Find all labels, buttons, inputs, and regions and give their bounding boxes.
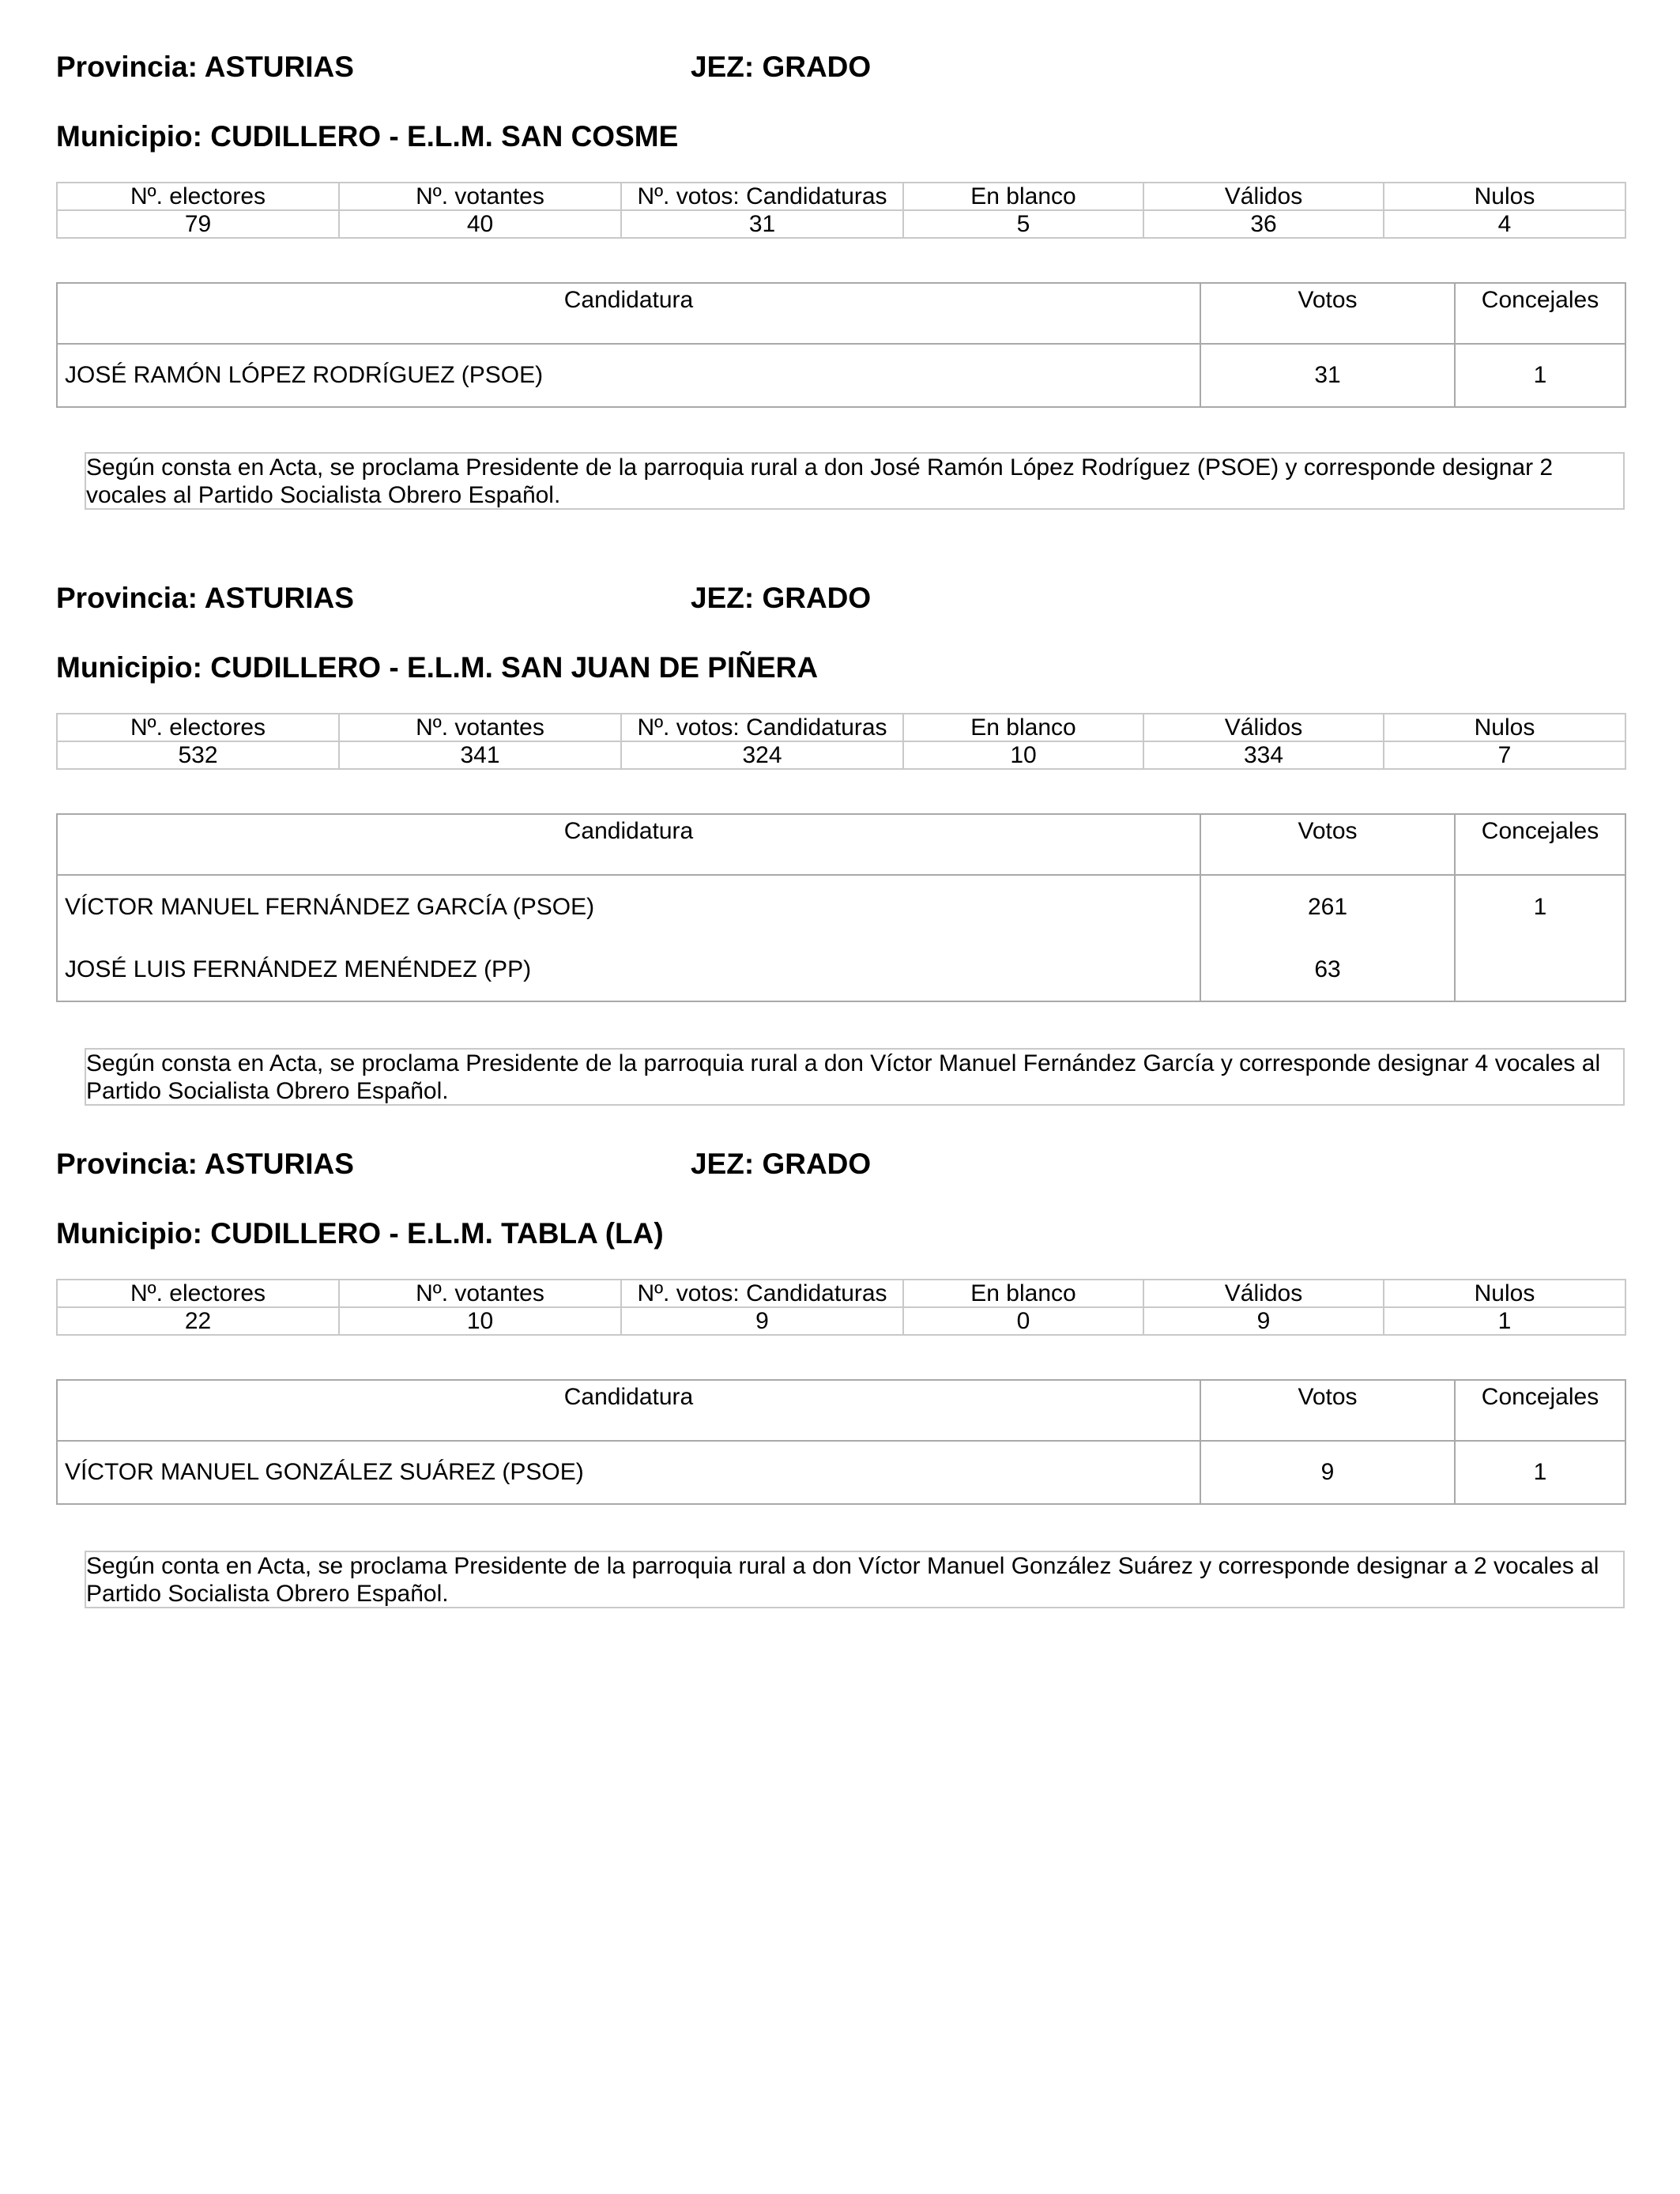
header-concejales: Concejales [1455,1380,1625,1441]
jez-label: JEZ: GRADO [691,1148,872,1180]
candidates-table [56,1379,1626,1505]
header-validos: Válidos [1143,1280,1384,1307]
header-line [56,1148,1625,1187]
proclamation-note: Según conta en Acta, se proclama Presidente de la parroquia rural a don Víctor Manuel González Suárez y corresponde designar a 2 vocales al Partido Socialista Obrero Español. [85,1551,1625,1608]
value-nulos: 4 [1384,210,1625,238]
value-validos: 9 [1143,1307,1384,1335]
header-votos-candidaturas: Nº. votos: Candidaturas [621,183,903,210]
table-row [57,938,1625,1001]
candidate-name: JOSÉ RAMÓN LÓPEZ RODRÍGUEZ (PSOE) [57,344,1200,407]
municipio-title: Municipio: CUDILLERO - E.L.M. SAN COSME [56,120,679,153]
candidate-concejales: 1 [1455,875,1625,938]
header-votos: Votos [1200,1380,1455,1441]
value-votantes: 341 [339,741,621,769]
header-votos-candidaturas: Nº. votos: Candidaturas [621,714,903,741]
header-en-blanco: En blanco [903,714,1143,741]
header-candidatura: Candidatura [57,1380,1200,1441]
header-electores: Nº. electores [57,183,339,210]
header-en-blanco: En blanco [903,1280,1143,1307]
header-concejales: Concejales [1455,814,1625,875]
jez-label: JEZ: GRADO [691,582,872,614]
candidates-table [56,813,1626,1002]
header-line [56,582,1625,621]
header-electores: Nº. electores [57,714,339,741]
candidates-header-row [57,814,1625,875]
value-electores: 79 [57,210,339,238]
value-votos-candidaturas: 9 [621,1307,903,1335]
table-row [57,875,1625,938]
stats-value-row [57,741,1625,769]
provincia-label: Provincia: ASTURIAS [56,1148,354,1180]
header-candidatura: Candidatura [57,283,1200,344]
header-nulos: Nulos [1384,183,1625,210]
header-nulos: Nulos [1384,714,1625,741]
header-votantes: Nº. votantes [339,1280,621,1307]
municipio-title: Municipio: CUDILLERO - E.L.M. SAN JUAN DE PIÑERA [56,651,819,684]
table-row [57,344,1625,407]
value-en-blanco: 10 [903,741,1143,769]
value-nulos: 1 [1384,1307,1625,1335]
candidate-name: VÍCTOR MANUEL FERNÁNDEZ GARCÍA (PSOE) [57,875,1200,938]
value-electores: 22 [57,1307,339,1335]
stats-table [56,1279,1626,1336]
municipio-title: Municipio: CUDILLERO - E.L.M. TABLA (LA) [56,1217,664,1250]
header-votantes: Nº. votantes [339,183,621,210]
stats-table [56,182,1626,239]
candidate-votos: 31 [1200,344,1455,407]
candidates-header-row [57,1380,1625,1441]
candidate-name: VÍCTOR MANUEL GONZÁLEZ SUÁREZ (PSOE) [57,1441,1200,1504]
header-nulos: Nulos [1384,1280,1625,1307]
jez-label: JEZ: GRADO [691,51,872,83]
value-nulos: 7 [1384,741,1625,769]
header-en-blanco: En blanco [903,183,1143,210]
stats-header-row [57,714,1625,741]
candidates-table [56,282,1626,408]
header-concejales: Concejales [1455,283,1625,344]
value-en-blanco: 5 [903,210,1143,238]
candidates-header-row [57,283,1625,344]
stats-header-row [57,1280,1625,1307]
header-votos: Votos [1200,283,1455,344]
header-electores: Nº. electores [57,1280,339,1307]
value-votos-candidaturas: 324 [621,741,903,769]
stats-header-row [57,183,1625,210]
candidate-votos: 63 [1200,938,1455,1001]
candidate-concejales [1455,938,1625,1001]
header-validos: Válidos [1143,714,1384,741]
header-candidatura: Candidatura [57,814,1200,875]
header-votos-candidaturas: Nº. votos: Candidaturas [621,1280,903,1307]
header-line [56,51,1625,90]
stats-value-row [57,210,1625,238]
section-tabla-la [56,1148,1625,1614]
value-votos-candidaturas: 31 [621,210,903,238]
provincia-label: Provincia: ASTURIAS [56,582,354,614]
proclamation-note: Según consta en Acta, se proclama Presidente de la parroquia rural a don Víctor Manuel Fernández García y corresponde designar 4 vocales al Partido Socialista Obrero Español. [85,1048,1625,1106]
stats-value-row [57,1307,1625,1335]
section-san-cosme [56,51,1625,517]
table-row [57,1441,1625,1504]
candidate-concejales: 1 [1455,1441,1625,1504]
proclamation-note: Según consta en Acta, se proclama Presidente de la parroquia rural a don José Ramón López Rodríguez (PSOE) y corresponde designar 2 vocales al Partido Socialista Obrero Español. [85,452,1625,510]
candidate-concejales: 1 [1455,344,1625,407]
header-votos: Votos [1200,814,1455,875]
stats-table [56,713,1626,770]
candidate-votos: 261 [1200,875,1455,938]
header-validos: Válidos [1143,183,1384,210]
value-validos: 36 [1143,210,1384,238]
value-validos: 334 [1143,741,1384,769]
provincia-label: Provincia: ASTURIAS [56,51,354,83]
value-en-blanco: 0 [903,1307,1143,1335]
section-san-juan-de-pinera [56,582,1625,1111]
value-votantes: 10 [339,1307,621,1335]
candidate-votos: 9 [1200,1441,1455,1504]
header-votantes: Nº. votantes [339,714,621,741]
candidate-name: JOSÉ LUIS FERNÁNDEZ MENÉNDEZ (PP) [57,938,1200,1001]
value-electores: 532 [57,741,339,769]
value-votantes: 40 [339,210,621,238]
